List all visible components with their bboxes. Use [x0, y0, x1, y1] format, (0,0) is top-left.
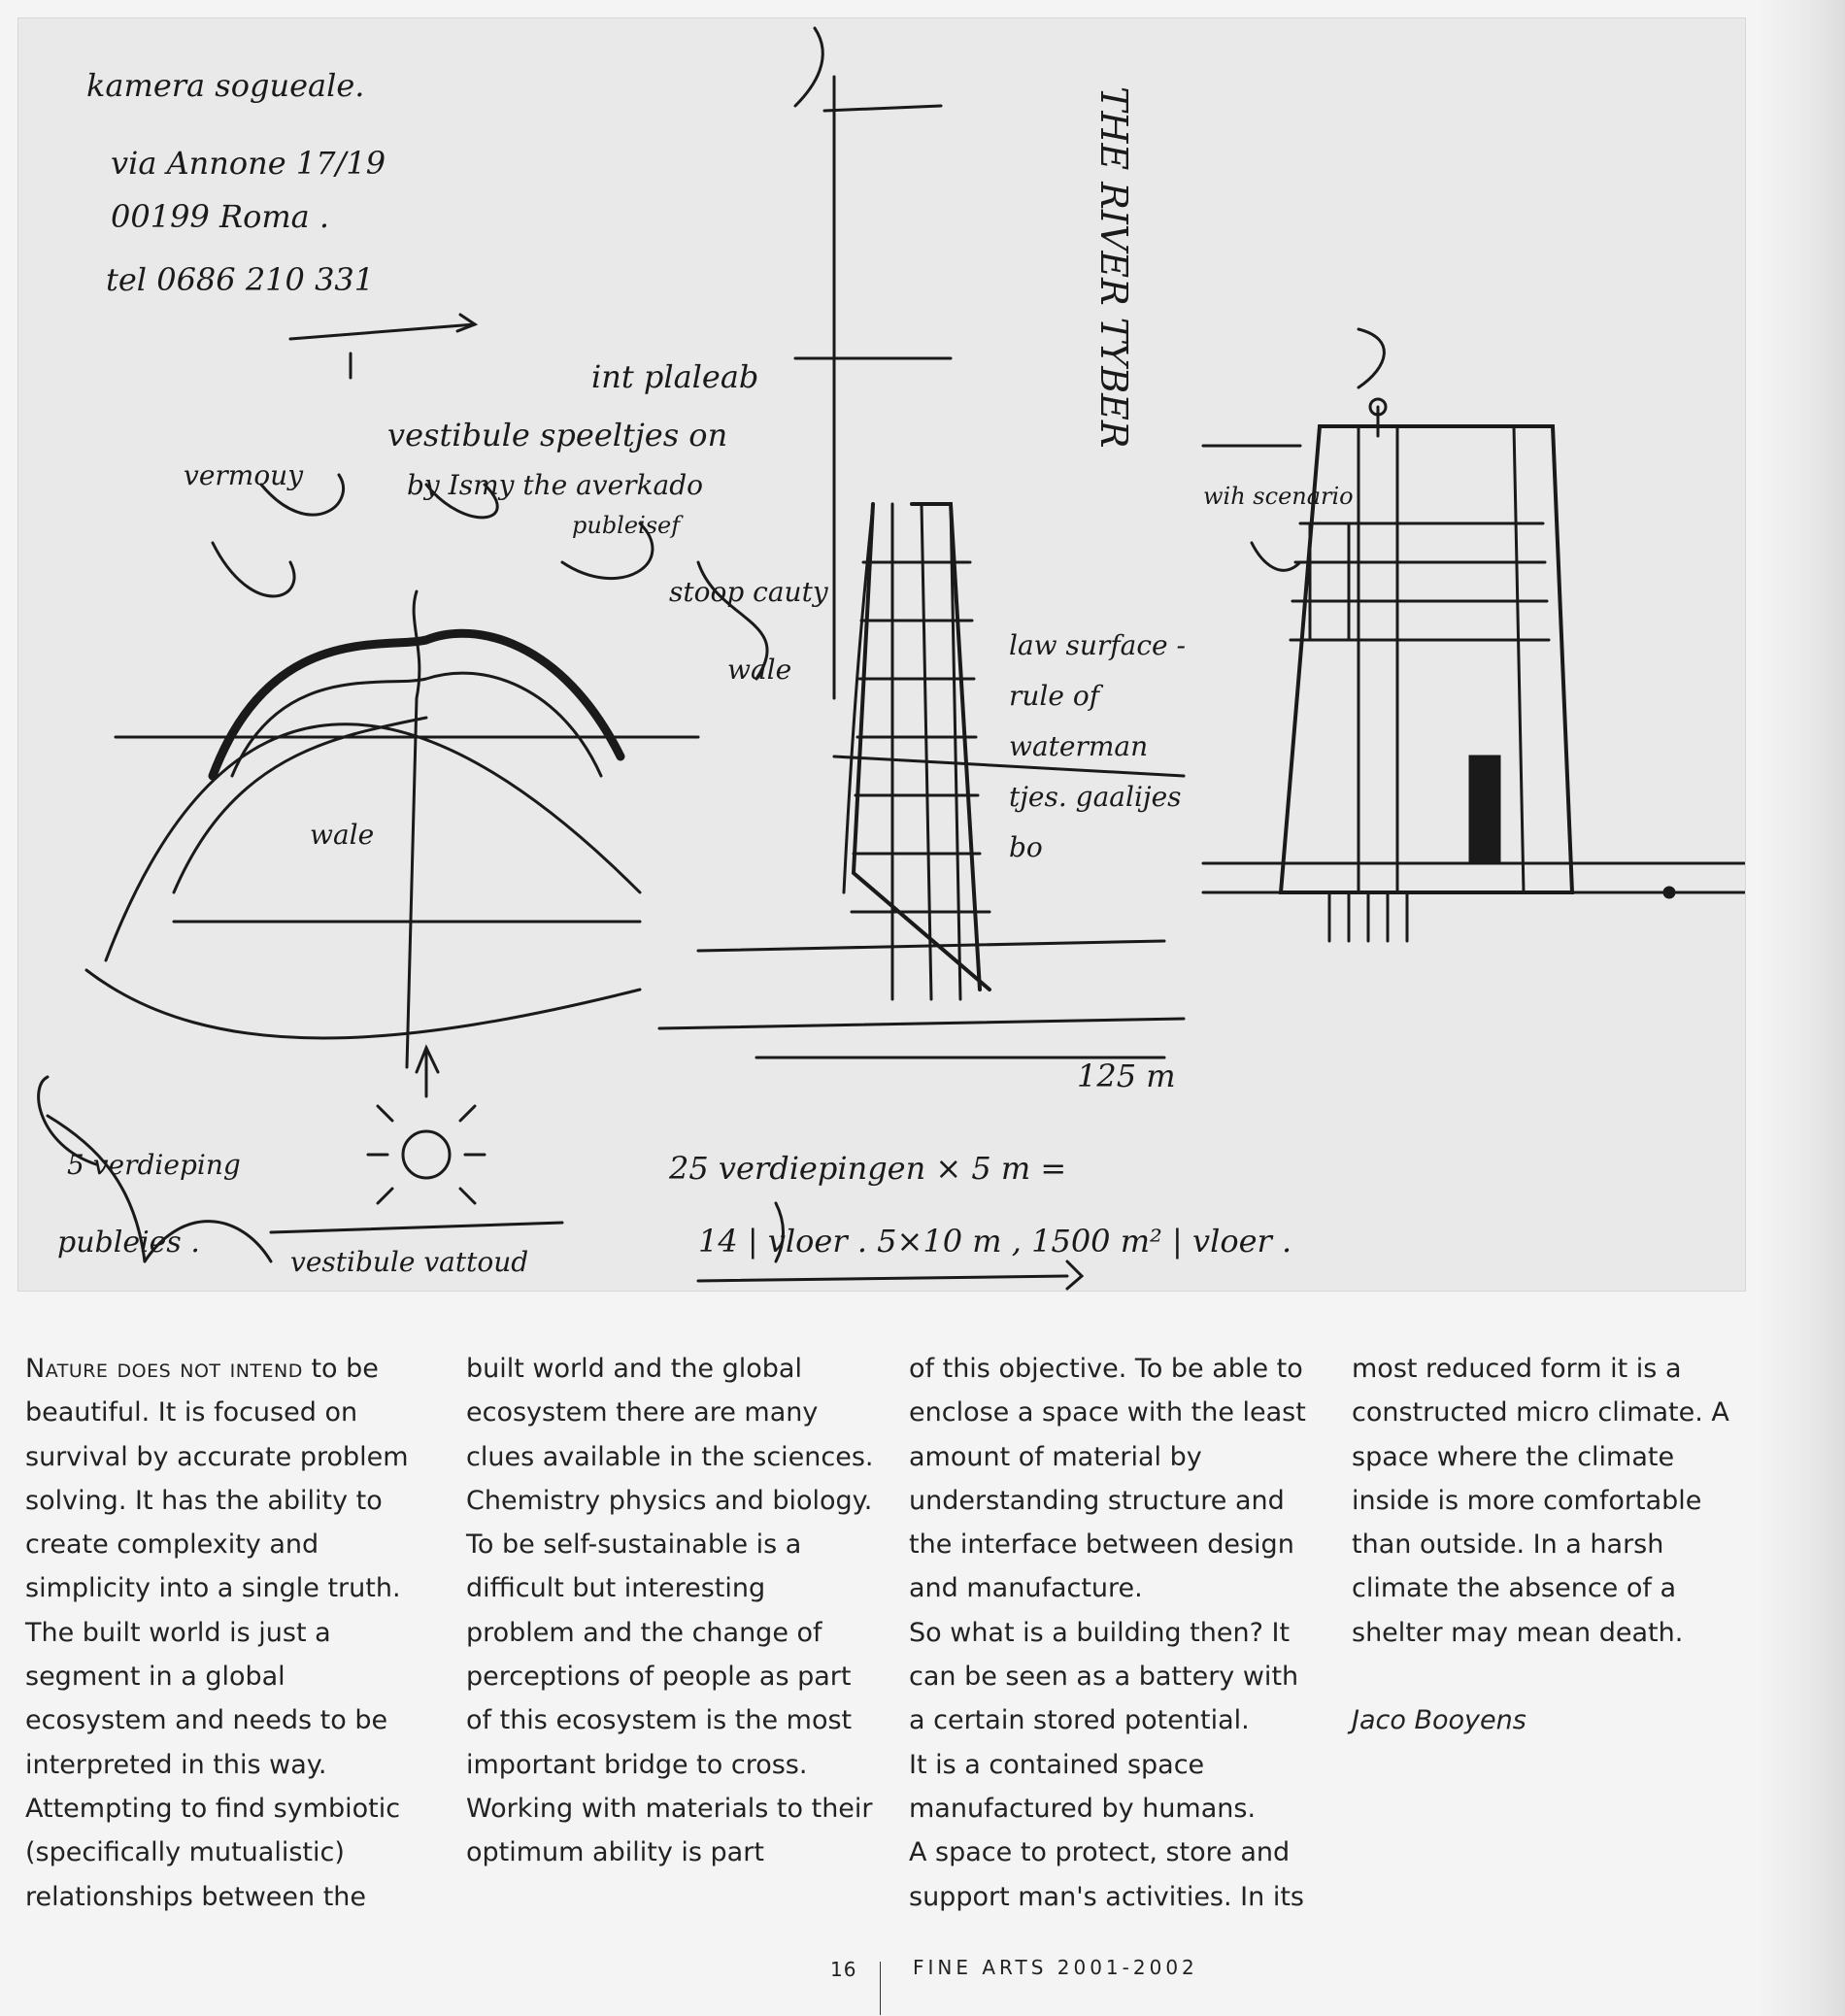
sketch-note-river: THE RIVER TYBER — [1092, 86, 1135, 449]
sketch-note-address-4: tel 0686 210 331 — [106, 261, 375, 298]
sketch-note-d: publeisef — [572, 512, 681, 539]
sketch-note-address-3: 00199 Roma . — [111, 198, 330, 235]
sketch-note-h: law surface - rule of waterman tjes. gaalijes bo — [1009, 629, 1186, 863]
sketch-note-m: vermouy — [184, 459, 304, 491]
architectural-sketch — [17, 17, 1746, 1292]
article-author: Jaco Booyens — [1352, 1705, 1526, 1736]
article-column-3: of this objective. To be able to enclose a space with the least amount of material by understanding structure and the interface between design and manufacture. So what is a building then? It can be seen as a battery with a certain stored potential. It is a contained space manufactured by humans. A space to protect, store and support man's activities. In its — [909, 1354, 1306, 1912]
sketch-note-g: wale — [310, 819, 375, 851]
sketch-note-a: int plaleab — [591, 358, 759, 395]
sketch-note-address-2: via Annone 17/19 — [111, 145, 386, 182]
article-lead-in: Nature does not intend — [25, 1354, 303, 1384]
page-edge-shadow — [1758, 0, 1845, 2016]
sketch-calc-3: 14 | vloer . 5×10 m , 1500 m² | vloer . — [698, 1223, 1292, 1260]
article-column-4-text: most reduced form it is a constructed micro climate. A space where the climate inside is more comfortable than outside. In a harsh climate the absence of a shelter may mean death. — [1352, 1354, 1729, 1648]
article-body — [25, 1347, 1734, 1930]
article-column-1-text: to be beautiful. It is focused on survival by accurate problem solving. It has the ability to create complexity and simplicity into a single truth. The built world is just a segment in a global ecosystem and needs to be interpreted in this way. Attempting to find symbiotic (specifically mutualistic) relationships between the — [25, 1354, 409, 1912]
sketch-note-i: wih scenario — [1203, 483, 1354, 510]
sketch-note-l: vestibule vattoud — [290, 1246, 529, 1278]
sketch-note-address-1: kamera sogueale. — [86, 67, 365, 104]
sketch-note-j: 5 verdieping — [67, 1149, 241, 1181]
publication-title: FINE ARTS 2001-2002 — [913, 1956, 1198, 1979]
sketch-drawing — [18, 18, 1745, 1291]
sketch-calc-1: 25 verdiepingen × 5 m = — [669, 1150, 1067, 1187]
sketch-note-e: stoop cauty — [669, 576, 828, 608]
page-number: 16 — [830, 1958, 857, 1981]
sketch-note-f: wale — [727, 654, 792, 686]
article-column-1 — [25, 1347, 433, 1919]
sketch-note-b: vestibule speeltjes on — [387, 417, 728, 454]
article-column-4 — [1352, 1347, 1760, 1742]
page-footer — [0, 1952, 1845, 2010]
article-column-2: built world and the global ecosystem there are many clues available in the sciences. Chemistry physics and biology. To be self-sustainable is a difficult but interesting problem and the change of perceptions of people as part of this ecosystem is the most important bridge to cross. Working with materials to their optimum ability is part — [466, 1354, 874, 1868]
footer-divider — [880, 1962, 881, 2015]
sketch-note-c: by Ismy the averkado — [407, 469, 704, 501]
sketch-note-k: publeies . — [57, 1226, 200, 1260]
sketch-calc-2: 125 m — [1077, 1058, 1176, 1094]
